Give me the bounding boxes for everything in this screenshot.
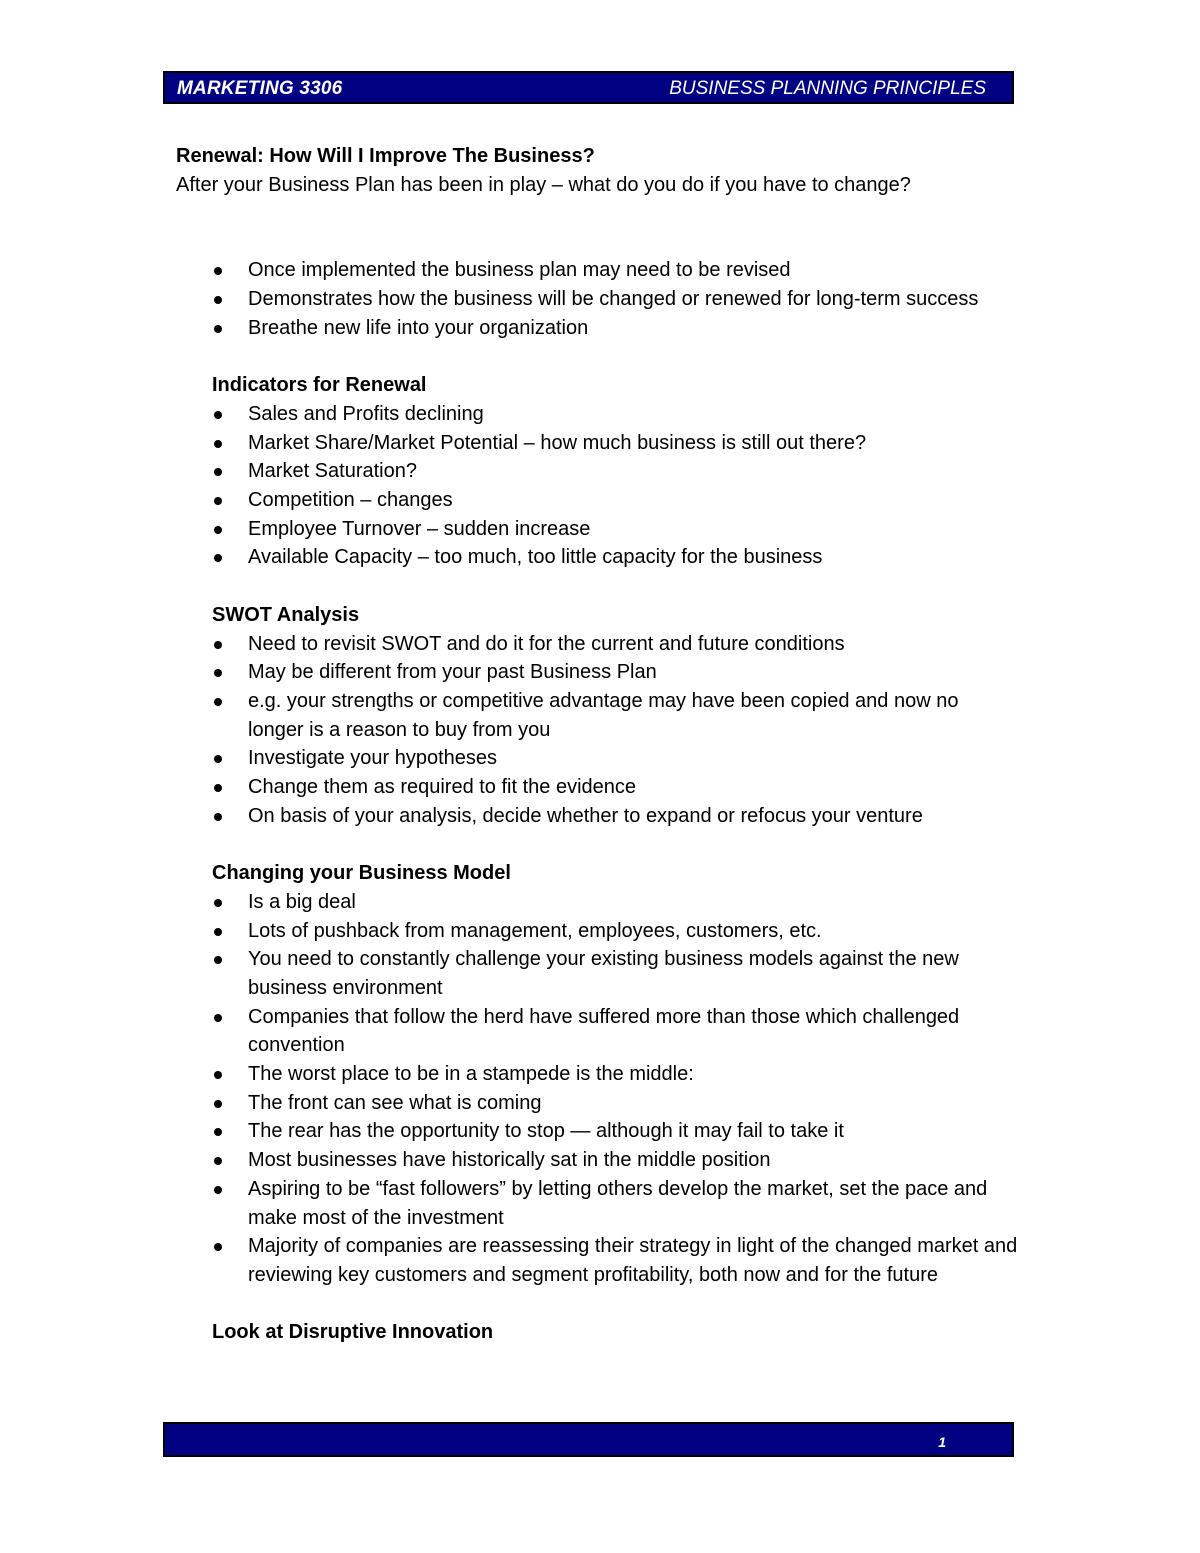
bullet-list	[212, 630, 1026, 831]
list-item: On basis of your analysis, decide whether to expand or refocus your venture	[212, 802, 1018, 831]
spacer	[176, 830, 1026, 859]
spacer	[176, 199, 1026, 256]
spacer	[176, 343, 1026, 372]
list-item: The rear has the opportunity to stop — although it may fail to take it	[212, 1117, 1018, 1146]
course-title: MARKETING 3306	[177, 78, 343, 99]
list-item: Lots of pushback from management, employees, customers, etc.	[212, 917, 1018, 946]
list-item: The front can see what is coming	[212, 1089, 1018, 1118]
document-body	[176, 142, 1026, 1347]
list-item: Aspiring to be “fast followers” by letting others develop the market, set the pace and make most of the investment	[212, 1175, 1018, 1232]
list-item: Demonstrates how the business will be changed or renewed for long-term success	[212, 285, 1018, 314]
list-item: Competition – changes	[212, 486, 1018, 515]
spacer	[176, 1290, 1026, 1319]
spacer	[176, 572, 1026, 601]
section-disruptive-innovation	[176, 1318, 1026, 1347]
list-item: e.g. your strengths or competitive advantage may have been copied and now no longer is a reason to buy from you	[212, 687, 1018, 744]
list-item: Companies that follow the herd have suffered more than those which challenged convention	[212, 1003, 1018, 1060]
section-heading: SWOT Analysis	[212, 603, 360, 626]
section-heading: Changing your Business Model	[212, 862, 511, 885]
bullet-list	[212, 400, 1026, 572]
list-item: Most businesses have historically sat in the middle position	[212, 1146, 1018, 1175]
section-heading: Look at Disruptive Innovation	[212, 1321, 494, 1344]
page-footer	[163, 1422, 1014, 1457]
list-item: The worst place to be in a stampede is the middle:	[212, 1060, 1018, 1089]
section-changing-business-model	[176, 859, 1026, 1290]
list-item: Market Saturation?	[212, 457, 1018, 486]
list-item: Once implemented the business plan may need to be revised	[212, 256, 1018, 285]
intro-bullet-list	[212, 256, 1026, 342]
list-item: Majority of companies are reassessing their strategy in light of the changed market and reviewing key customers and segment profitability, both now and for the future	[212, 1232, 1018, 1289]
intro-section	[176, 256, 1026, 342]
list-item: You need to constantly challenge your existing business models against the new business environment	[212, 945, 1018, 1002]
section-indicators-for-renewal	[176, 371, 1026, 572]
intro-heading: Renewal: How Will I Improve The Business?	[176, 145, 595, 167]
section-heading: Indicators for Renewal	[212, 374, 427, 397]
list-item: Investigate your hypotheses	[212, 744, 1018, 773]
list-item: Is a big deal	[212, 888, 1018, 917]
list-item: Sales and Profits declining	[212, 400, 1018, 429]
list-item: May be different from your past Business Plan	[212, 658, 1018, 687]
page-number: 1	[938, 1434, 946, 1450]
list-item: Available Capacity – too much, too little capacity for the business	[212, 543, 1018, 572]
list-item: Breathe new life into your organization	[212, 314, 1018, 343]
document-title: BUSINESS PLANNING PRINCIPLES	[669, 78, 986, 99]
page-header	[163, 71, 1014, 104]
list-item: Change them as required to fit the evidence	[212, 773, 1018, 802]
list-item: Employee Turnover – sudden increase	[212, 515, 1018, 544]
intro-subtitle: After your Business Plan has been in play – what do you do if you have to change?	[176, 173, 911, 196]
section-swot-analysis	[176, 601, 1026, 831]
bullet-list	[212, 888, 1026, 1290]
list-item: Market Share/Market Potential – how much business is still out there?	[212, 429, 1018, 458]
list-item: Need to revisit SWOT and do it for the current and future conditions	[212, 630, 1018, 659]
